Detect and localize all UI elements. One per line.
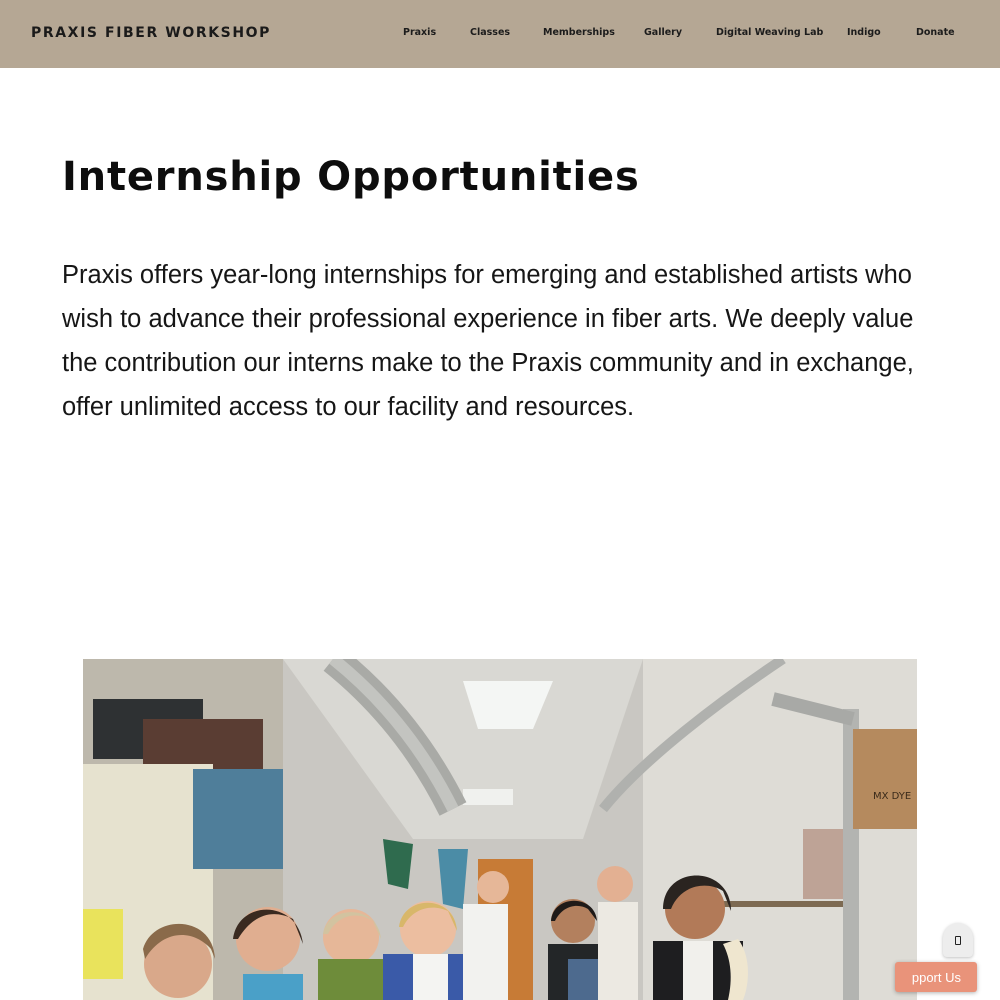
box-sign-text: MX DYE <box>873 791 912 802</box>
site-header <box>0 0 1000 68</box>
nav-item-memberships[interactable]: Memberships <box>543 27 615 38</box>
nav-item-indigo[interactable]: Indigo <box>847 27 881 38</box>
intro-paragraph: Praxis offers year-long internships for emerging and established artists who wish to advance their professional experience in fiber arts. We deeply value the contribution our interns make to the Praxis community and in exchange, offer unlimited access to our facility and resources. <box>62 261 914 421</box>
nav-item-gallery[interactable]: Gallery <box>644 27 683 38</box>
page-title: Internship Opportunities <box>62 154 640 200</box>
nav-item-classes[interactable]: Classes <box>470 27 511 38</box>
nav-item-donate[interactable]: Donate <box>916 27 955 38</box>
nav-item-praxis[interactable]: Praxis <box>403 27 437 38</box>
nav-item-digital-weaving-lab[interactable]: Digital Weaving Lab <box>716 27 824 38</box>
main-nav <box>0 27 1000 41</box>
group-photo-illustration <box>83 659 917 1000</box>
site-logo[interactable]: PRAXIS FIBER WORKSHOP <box>31 25 272 41</box>
support-us-button[interactable]: pport Us <box>895 962 977 992</box>
phone-icon[interactable] <box>943 923 973 957</box>
group-photo <box>83 659 917 1000</box>
